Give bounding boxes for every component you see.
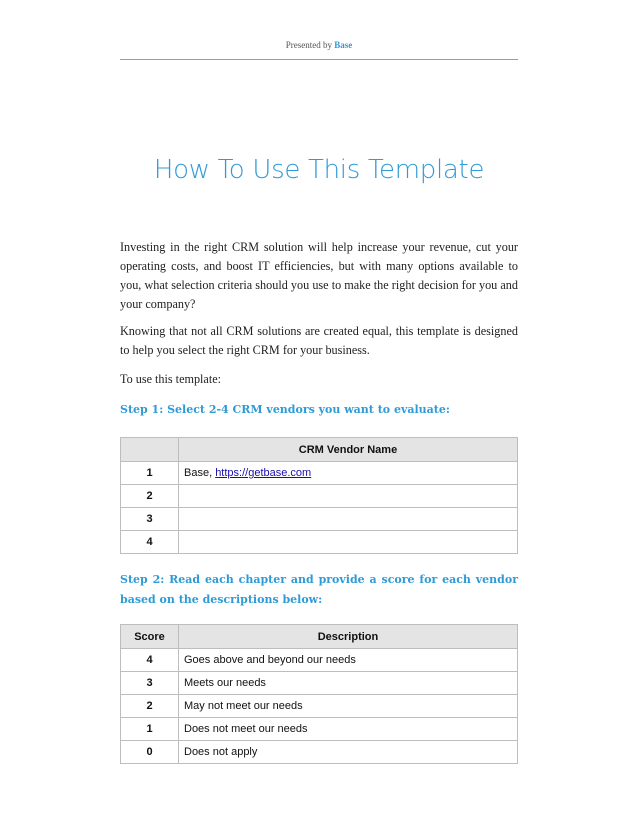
row-number: 2 (121, 485, 179, 508)
score-value: 2 (121, 695, 179, 718)
score-description: Does not meet our needs (179, 718, 518, 741)
table-header-cell-empty (121, 438, 179, 462)
knowing-paragraph: Knowing that not all CRM solutions are created equal, this template is designed to help you select the right CRM for your business. (120, 324, 518, 357)
table-row (121, 741, 518, 764)
table-row (121, 718, 518, 741)
description-header: Description (179, 625, 518, 649)
table-row (121, 695, 518, 718)
vendor-cell[interactable] (179, 508, 518, 531)
score-description: May not meet our needs (179, 695, 518, 718)
table-row (121, 672, 518, 695)
score-table (120, 624, 518, 764)
vendor-cell[interactable] (179, 531, 518, 554)
score-value: 3 (121, 672, 179, 695)
page-title: How To Use This Template (153, 155, 485, 185)
table-row (121, 649, 518, 672)
intro-paragraph: Investing in the right CRM solution will help increase your revenue, cut your operating costs, and boost IT efficiencies, but with many options available to you, what selection criteria should you use to make the right decision for you and your company? (120, 240, 518, 311)
vendor-name: Base, (184, 467, 216, 479)
vendor-cell[interactable] (179, 485, 518, 508)
score-value: 1 (121, 718, 179, 741)
presented-by-label: Presented by (285, 40, 332, 50)
to-use-paragraph: To use this template: (120, 372, 222, 386)
table-row (121, 462, 518, 485)
table-header-row (121, 438, 518, 462)
score-description: Does not apply (179, 741, 518, 764)
vendor-link[interactable]: https://getbase.com (215, 467, 312, 479)
row-number: 4 (121, 531, 179, 554)
score-description: Goes above and beyond our needs (179, 649, 518, 672)
score-description: Meets our needs (179, 672, 518, 695)
page-header (0, 40, 638, 50)
table-row (121, 508, 518, 531)
step-2-heading: Step 2: Read each chapter and provide a score for each vendor based on the descriptions below: (120, 573, 518, 606)
table-header-row (121, 625, 518, 649)
vendor-name-header: CRM Vendor Name (179, 438, 518, 462)
table-row (121, 485, 518, 508)
score-value: 0 (121, 741, 179, 764)
table-row (121, 531, 518, 554)
vendor-table (120, 437, 518, 554)
vendor-cell[interactable] (179, 462, 518, 485)
row-number: 3 (121, 508, 179, 531)
row-number: 1 (121, 462, 179, 485)
score-value: 4 (121, 649, 179, 672)
step-1-heading: Step 1: Select 2-4 CRM vendors you want to evaluate: (120, 403, 450, 416)
score-header: Score (121, 625, 179, 649)
brand-name: Base (334, 40, 353, 50)
header-divider (120, 59, 518, 60)
